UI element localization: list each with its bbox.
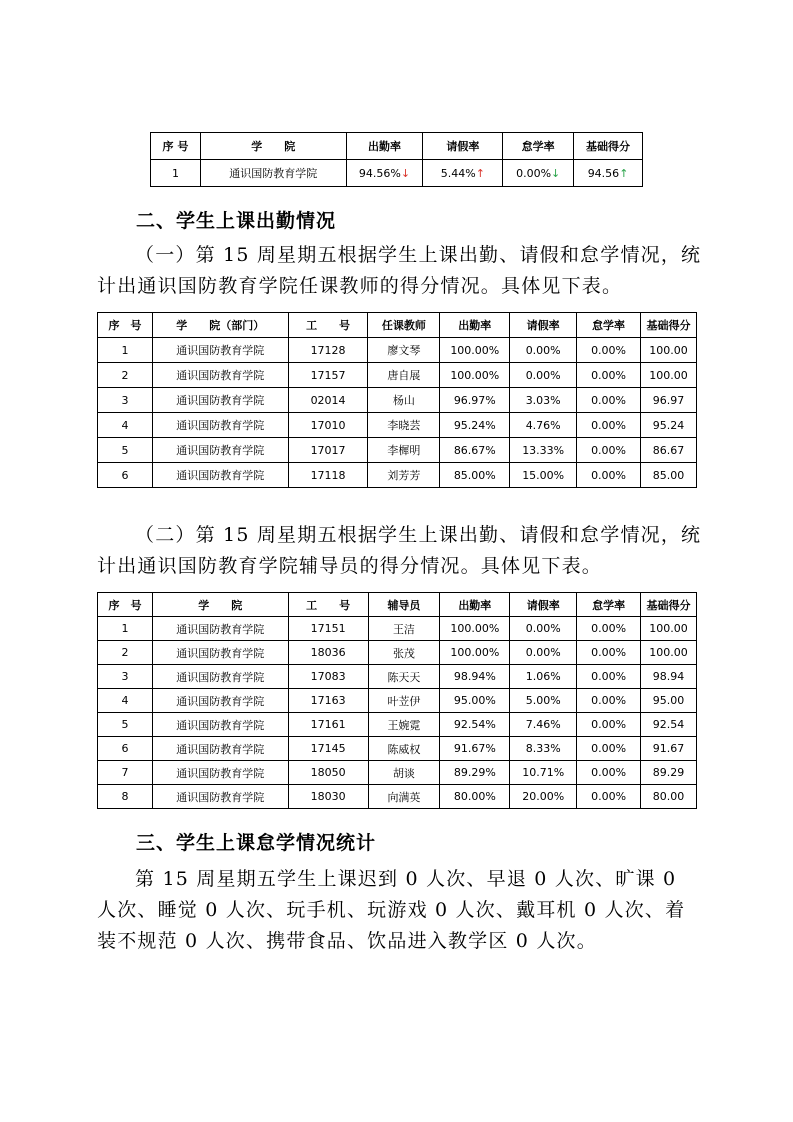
table-row <box>98 689 697 713</box>
cell-truancy: 0.00% <box>577 641 641 665</box>
header-seq: 序 号 <box>98 593 153 617</box>
arrow-up-icon: ↑ <box>619 166 629 180</box>
cell-id: 02014 <box>288 388 368 413</box>
cell-leave: 1.06% <box>510 665 577 689</box>
cell-seq: 2 <box>98 363 153 388</box>
counselor-header-row <box>98 593 697 617</box>
cell-college: 通识国防教育学院 <box>152 363 288 388</box>
cell-name: 杨山 <box>368 388 440 413</box>
header-leave: 请假率 <box>510 593 577 617</box>
cell-truancy: 0.00% <box>577 413 641 438</box>
cell-id: 17010 <box>288 413 368 438</box>
cell-score: 91.67 <box>641 737 697 761</box>
cell-seq: 4 <box>98 413 153 438</box>
header-score: 基础得分 <box>641 593 697 617</box>
cell-attendance: 100.00% <box>440 338 510 363</box>
summary-header-row <box>151 133 643 160</box>
header-attendance: 出勤率 <box>346 133 423 160</box>
cell-college: 通识国防教育学院 <box>152 737 288 761</box>
cell-attendance <box>346 160 423 187</box>
cell-truancy: 0.00% <box>577 338 641 363</box>
cell-leave: 0.00% <box>510 363 577 388</box>
cell-college: 通识国防教育学院 <box>152 438 288 463</box>
cell-college: 通识国防教育学院 <box>152 665 288 689</box>
table-row <box>98 388 697 413</box>
header-leave: 请假率 <box>423 133 503 160</box>
cell-score: 100.00 <box>641 617 697 641</box>
cell-college: 通识国防教育学院 <box>152 785 288 809</box>
cell-name: 张茂 <box>368 641 440 665</box>
cell-attendance: 95.00% <box>440 689 510 713</box>
cell-id: 17145 <box>288 737 368 761</box>
cell-attendance: 100.00% <box>440 617 510 641</box>
cell-seq: 3 <box>98 388 153 413</box>
cell-college: 通识国防教育学院 <box>152 463 288 488</box>
header-college: 学 院（部门） <box>152 313 288 338</box>
cell-score: 95.00 <box>641 689 697 713</box>
header-counselor: 辅导员 <box>368 593 440 617</box>
cell-id: 17083 <box>288 665 368 689</box>
cell-college: 通识国防教育学院 <box>152 689 288 713</box>
section2-para2: （二）第 15 周星期五根据学生上课出勤、请假和怠学情况，统计出通识国防教育学院辅导员的得分情况。具体见下表。 <box>97 524 702 577</box>
cell-score: 95.24 <box>640 413 696 438</box>
table-row <box>98 338 697 363</box>
counselor-table <box>97 592 697 809</box>
cell-truancy: 0.00% <box>577 617 641 641</box>
cell-truancy: 0.00% <box>577 438 641 463</box>
cell-attendance: 100.00% <box>440 641 510 665</box>
cell-attendance: 80.00% <box>440 785 510 809</box>
table-row <box>98 641 697 665</box>
cell-truancy: 0.00% <box>577 363 641 388</box>
cell-score: 92.54 <box>641 713 697 737</box>
section2-para1: （一）第 15 周星期五根据学生上课出勤、请假和怠学情况，统计出通识国防教育学院任课教师的得分情况。具体见下表。 <box>97 244 702 297</box>
cell-id: 17017 <box>288 438 368 463</box>
section3-para: 第 15 周星期五学生上课迟到 0 人次、早退 0 人次、旷课 0 人次、睡觉 0 人次、玩手机、玩游戏 0 人次、戴耳机 0 人次、着装不规范 0 人次、携带食品、饮品进入教学区 0 人次。 <box>97 868 686 952</box>
table-row <box>98 363 697 388</box>
cell-college: 通识国防教育学院 <box>152 713 288 737</box>
cell-truancy <box>503 160 574 187</box>
cell-attendance: 89.29% <box>440 761 510 785</box>
arrow-down-icon: ↓ <box>551 166 561 180</box>
table-row <box>151 160 643 187</box>
cell-id: 17161 <box>288 713 368 737</box>
cell-college: 通识国防教育学院 <box>152 761 288 785</box>
cell-score: 100.00 <box>641 641 697 665</box>
table-row <box>98 617 697 641</box>
table-row <box>98 413 697 438</box>
cell-name: 王婉霓 <box>368 713 440 737</box>
cell-truancy: 0.00% <box>577 689 641 713</box>
section2-heading: 二、学生上课出勤情况 <box>136 210 337 232</box>
cell-seq: 5 <box>98 713 153 737</box>
cell-seq: 3 <box>98 665 153 689</box>
cell-name: 唐自展 <box>368 363 440 388</box>
cell-leave: 13.33% <box>510 438 577 463</box>
cell-leave: 7.46% <box>510 713 577 737</box>
cell-college: 通识国防教育学院 <box>152 338 288 363</box>
cell-attendance: 86.67% <box>440 438 510 463</box>
cell-truancy: 0.00% <box>577 665 641 689</box>
table-row <box>98 737 697 761</box>
arrow-down-icon: ↓ <box>400 166 411 180</box>
cell-name: 胡谈 <box>368 761 440 785</box>
header-id: 工 号 <box>288 313 368 338</box>
cell-seq: 8 <box>98 785 153 809</box>
cell-score: 86.67 <box>640 438 696 463</box>
counselor-table-body <box>98 617 697 809</box>
cell-leave: 0.00% <box>510 641 577 665</box>
cell-attendance: 98.94% <box>440 665 510 689</box>
cell-leave: 8.33% <box>510 737 577 761</box>
arrow-up-icon: ↑ <box>475 166 485 180</box>
cell-leave: 10.71% <box>510 761 577 785</box>
cell-id: 18050 <box>288 761 368 785</box>
cell-truancy: 0.00% <box>577 713 641 737</box>
cell-name: 王洁 <box>368 617 440 641</box>
cell-college: 通识国防教育学院 <box>152 413 288 438</box>
cell-college: 通识国防教育学院 <box>152 617 288 641</box>
header-attendance: 出勤率 <box>440 593 510 617</box>
cell-seq: 1 <box>151 160 201 187</box>
cell-name: 刘芳芳 <box>368 463 440 488</box>
header-college: 学 院 <box>152 593 288 617</box>
cell-id: 17157 <box>288 363 368 388</box>
leave-value: 5.44% <box>440 166 476 180</box>
table-row <box>98 665 697 689</box>
cell-id: 18036 <box>288 641 368 665</box>
cell-leave: 15.00% <box>510 463 577 488</box>
header-id: 工 号 <box>288 593 368 617</box>
cell-score: 96.97 <box>640 388 696 413</box>
cell-name: 陈威权 <box>368 737 440 761</box>
cell-name: 李樨明 <box>368 438 440 463</box>
cell-seq: 7 <box>98 761 153 785</box>
cell-id: 17118 <box>288 463 368 488</box>
cell-id: 17151 <box>288 617 368 641</box>
cell-seq: 1 <box>98 617 153 641</box>
cell-truancy: 0.00% <box>577 737 641 761</box>
cell-name: 叶苙伊 <box>368 689 440 713</box>
cell-seq: 2 <box>98 641 153 665</box>
attendance-value: 94.56% <box>358 166 401 180</box>
cell-name: 向满英 <box>368 785 440 809</box>
cell-college: 通识国防教育学院 <box>152 388 288 413</box>
cell-attendance: 96.97% <box>440 388 510 413</box>
cell-truancy: 0.00% <box>577 463 641 488</box>
header-attendance: 出勤率 <box>440 313 510 338</box>
cell-attendance: 92.54% <box>440 713 510 737</box>
header-truancy: 怠学率 <box>577 313 641 338</box>
teacher-header-row <box>98 313 697 338</box>
cell-id: 18030 <box>288 785 368 809</box>
cell-seq: 1 <box>98 338 153 363</box>
cell-score: 100.00 <box>640 363 696 388</box>
table-row <box>98 713 697 737</box>
table-row <box>98 438 697 463</box>
summary-table <box>150 132 643 187</box>
cell-score <box>574 160 643 187</box>
cell-truancy: 0.00% <box>577 388 641 413</box>
cell-id: 17163 <box>288 689 368 713</box>
teacher-table <box>97 312 697 488</box>
header-seq: 序 号 <box>98 313 153 338</box>
cell-leave: 0.00% <box>510 617 577 641</box>
cell-truancy: 0.00% <box>577 785 641 809</box>
cell-attendance: 95.24% <box>440 413 510 438</box>
cell-attendance: 85.00% <box>440 463 510 488</box>
cell-seq: 6 <box>98 463 153 488</box>
cell-leave: 20.00% <box>510 785 577 809</box>
table-row <box>98 785 697 809</box>
header-truancy: 怠学率 <box>503 133 574 160</box>
cell-seq: 5 <box>98 438 153 463</box>
header-score: 基础得分 <box>574 133 643 160</box>
cell-score: 85.00 <box>640 463 696 488</box>
table-row <box>98 463 697 488</box>
cell-score: 100.00 <box>640 338 696 363</box>
cell-leave: 0.00% <box>510 338 577 363</box>
cell-attendance: 91.67% <box>440 737 510 761</box>
truancy-value: 0.00% <box>516 166 552 180</box>
cell-leave <box>423 160 503 187</box>
cell-seq: 4 <box>98 689 153 713</box>
cell-id: 17128 <box>288 338 368 363</box>
header-score: 基础得分 <box>640 313 696 338</box>
section3-heading: 三、学生上课怠学情况统计 <box>136 832 377 854</box>
cell-leave: 3.03% <box>510 388 577 413</box>
header-seq: 序 号 <box>151 133 201 160</box>
header-teacher: 任课教师 <box>368 313 440 338</box>
cell-name: 廖文琴 <box>368 338 440 363</box>
score-value: 94.56 <box>587 166 620 180</box>
cell-leave: 4.76% <box>510 413 577 438</box>
cell-name: 陈天天 <box>368 665 440 689</box>
table-row <box>98 761 697 785</box>
cell-score: 98.94 <box>641 665 697 689</box>
cell-truancy: 0.00% <box>577 761 641 785</box>
cell-score: 89.29 <box>641 761 697 785</box>
cell-name: 李晓芸 <box>368 413 440 438</box>
cell-score: 80.00 <box>641 785 697 809</box>
cell-seq: 6 <box>98 737 153 761</box>
header-truancy: 怠学率 <box>577 593 641 617</box>
cell-leave: 5.00% <box>510 689 577 713</box>
cell-college: 通识国防教育学院 <box>200 160 346 187</box>
header-college: 学 院 <box>200 133 346 160</box>
header-leave: 请假率 <box>510 313 577 338</box>
teacher-table-body <box>98 338 697 488</box>
cell-college: 通识国防教育学院 <box>152 641 288 665</box>
cell-attendance: 100.00% <box>440 363 510 388</box>
